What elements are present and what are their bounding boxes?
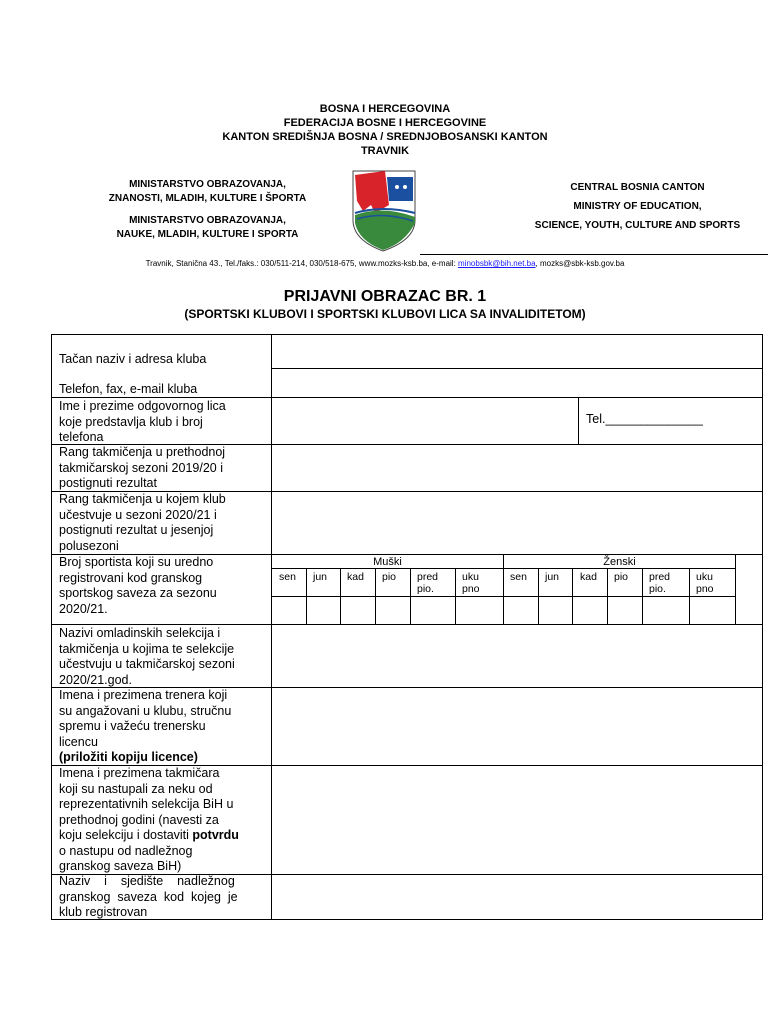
col-sen-m: sen — [279, 571, 296, 583]
left-ministry-b2: NAUKE, MLADIH, KULTURE I SPORTA — [116, 229, 299, 240]
license-note: (priložiti kopiju licence) — [59, 750, 198, 764]
table-right-border — [762, 334, 763, 920]
col-pio-f: pio — [614, 571, 629, 583]
grid-col — [306, 568, 307, 624]
header-rule — [420, 254, 768, 255]
grid-col — [410, 568, 411, 624]
col-pio-m: pio — [382, 571, 397, 583]
row-line — [51, 334, 763, 335]
col-uku-m — [462, 571, 480, 595]
table-left-border — [51, 334, 52, 920]
text-line: prethodnoj godini (navesti za — [59, 812, 219, 827]
text-line — [59, 828, 239, 844]
contact-pre: Travnik, Stanična 43., Tel./faks.: 030/511-214, 030/518-675, www.mozks-ksb.ba, e-mail: — [145, 259, 459, 268]
text-line: 2020/21. — [59, 601, 108, 616]
label-coaches — [59, 688, 231, 766]
grid-col — [340, 568, 341, 624]
grid-col — [642, 568, 643, 624]
text-line: uku — [462, 571, 479, 583]
left-ministry-b1: MINISTARSTVO OBRAZOVANJA, — [129, 215, 286, 226]
col-uku-f — [696, 571, 714, 595]
label-federation — [59, 874, 267, 921]
text-line: o nastupu od nadležnog — [59, 843, 193, 858]
left-ministry-a1: MINISTARSTVO OBRAZOVANJA, — [129, 179, 286, 190]
text-line: takmičarskoj sezoni 2019/20 i — [59, 460, 223, 475]
text-line: učestvuje u sezoni 2020/21 i — [59, 507, 217, 522]
text-line: reprezentativnih selekcija BiH u — [59, 797, 234, 811]
table-column-divider — [271, 334, 272, 920]
text-line: učestvuju u takmičarskoj sezoni — [59, 657, 235, 671]
label-responsible-person — [59, 399, 226, 446]
form-title: PRIJAVNI OBRAZAC BR. 1 — [283, 288, 487, 305]
confirmation-word: potvrdu — [192, 828, 239, 842]
label-athletes-count — [59, 555, 217, 617]
text-line: granskog saveza BiH) — [59, 859, 182, 873]
coat-of-arms-icon — [345, 165, 420, 253]
text-line: 2020/21.god. — [59, 672, 132, 687]
text-line: polusezoni — [59, 538, 119, 553]
text-line: koji su nastupali za neku od — [59, 781, 213, 796]
right-ministry-l1: CENTRAL BOSNIA CANTON — [570, 182, 705, 193]
col-pred-m — [417, 571, 438, 595]
header-canton: KANTON SREDIŠNJA BOSNA / SREDNJOBOSANSKI KANTON — [222, 131, 548, 143]
text-line: sportskog saveza za sezonu — [59, 586, 217, 600]
label-club-name: Tačan naziv i adresa kluba — [59, 352, 207, 366]
col-jun-f: jun — [545, 571, 560, 583]
grid-col — [607, 568, 608, 624]
header-male: Muški — [373, 556, 402, 568]
text-line: Ime i prezime odgovornog lica — [59, 399, 226, 413]
col-kad-f: kad — [580, 571, 597, 583]
grid-col — [538, 568, 539, 624]
col-kad-m: kad — [347, 571, 364, 583]
label-national-athletes — [59, 766, 239, 875]
text-line: Naziv i sjedište nadležnog — [59, 874, 235, 888]
col-pred-f — [649, 571, 670, 595]
text-line: postignuti rezultat — [59, 476, 157, 490]
text-line: granskog saveza kod kojeg je — [59, 889, 238, 904]
header-federation: FEDERACIJA BOSNE I HERCEGOVINE — [283, 117, 487, 129]
grid-col — [689, 568, 690, 624]
text-line: Rang takmičenja u kojem klub — [59, 492, 226, 506]
text-line: pno — [462, 583, 480, 595]
row-line — [271, 368, 763, 369]
text-line: su angažovani u klubu, stručnu — [59, 703, 232, 718]
row-line — [51, 624, 763, 625]
text-line: pno — [696, 583, 714, 595]
text-line: Nazivi omladinskih selekcija i — [59, 626, 221, 640]
text-fragment: koju selekciju i dostaviti — [59, 828, 193, 842]
text-line: pred — [649, 571, 671, 583]
text-line: takmičenja u kojima te selekcije — [59, 641, 235, 656]
right-ministry-l2: MINISTRY OF EDUCATION, — [573, 201, 702, 212]
grid-col — [455, 568, 456, 624]
label-current-rank — [59, 492, 226, 554]
left-ministry-a2: ZNANOSTI, MLADIH, KULTURE I ŠPORTA — [108, 193, 307, 204]
label-youth-selections — [59, 626, 235, 688]
text-line: Imena i prezimena takmičara — [59, 766, 220, 780]
text-line: koje predstavlja klub i broj — [59, 414, 203, 429]
contact-post: , mozks@sbk-ksb.gov.ba — [535, 259, 625, 268]
text-line: postignuti rezultat u jesenjoj — [59, 523, 214, 537]
right-ministry-l3: SCIENCE, YOUTH, CULTURE AND SPORTS — [534, 220, 741, 231]
tel-divider — [578, 397, 579, 444]
left-ministry-block — [85, 178, 330, 242]
text-line: klub registrovan — [59, 905, 148, 919]
email-link[interactable]: minobsbk@bih.net.ba — [458, 259, 536, 268]
text-line: registrovani kod granskog — [59, 570, 203, 585]
grid-right-border — [735, 554, 736, 624]
contact-line — [0, 259, 770, 268]
text-line: Rang takmičenja u prethodnoj — [59, 445, 226, 459]
text-line: pred — [417, 571, 439, 583]
col-jun-m: jun — [313, 571, 328, 583]
text-line: Broj sportista koji su uredno — [59, 555, 214, 569]
grid-col — [572, 568, 573, 624]
form-subtitle: (SPORTSKI KLUBOVI I SPORTSKI KLUBOVI LICA SA INVALIDITETOM) — [184, 307, 586, 321]
text-line: spremu i važeću trenersku — [59, 719, 206, 733]
text-line: telefona — [59, 430, 104, 444]
right-ministry-block — [510, 178, 765, 235]
text-line: Imena i prezimena trenera koji — [59, 688, 228, 702]
label-prev-rank — [59, 445, 225, 492]
text-line: pio. — [649, 583, 666, 595]
text-line: pio. — [417, 583, 434, 595]
header-country: BOSNA I HERCEGOVINA — [319, 103, 451, 115]
text-line: uku — [696, 571, 713, 583]
header-city: TRAVNIK — [360, 145, 410, 157]
tel-field[interactable]: Tel.______________ — [586, 412, 703, 426]
grid-col — [375, 568, 376, 624]
header-female: Ženski — [603, 556, 636, 568]
label-club-contact: Telefon, fax, e-mail kluba — [59, 382, 198, 396]
col-sen-f: sen — [510, 571, 527, 583]
text-line: licencu — [59, 734, 98, 749]
